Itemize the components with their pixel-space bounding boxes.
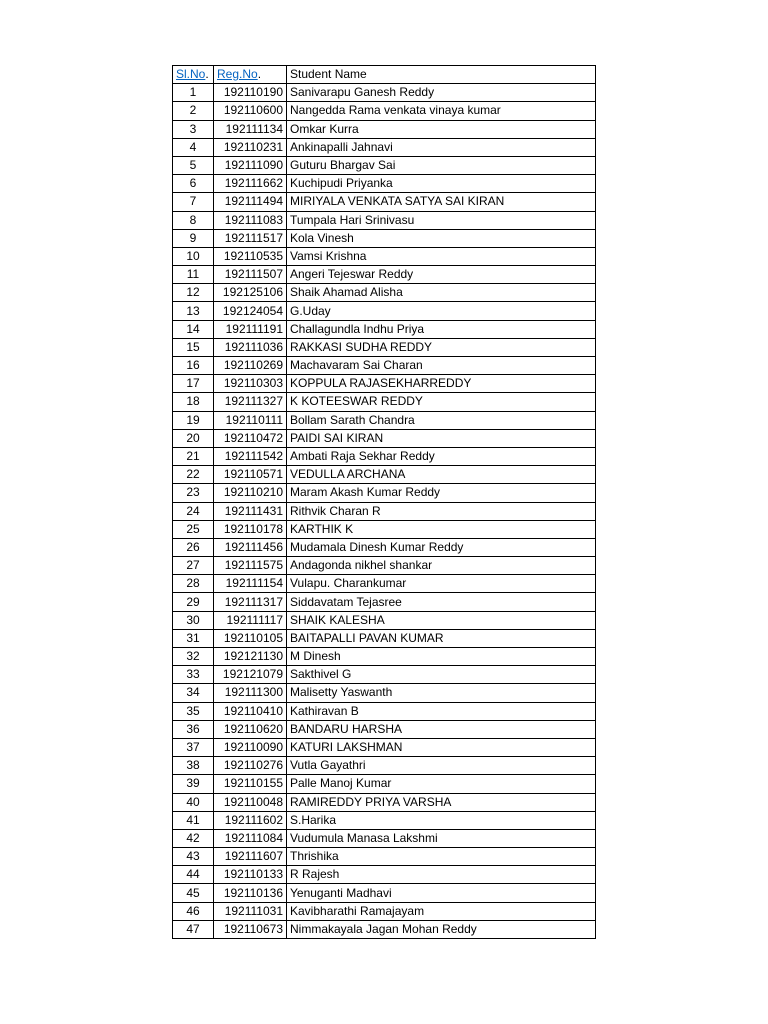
- reg-no-link[interactable]: Reg.No: [217, 67, 258, 82]
- reg-no-cell: 192111542: [214, 447, 287, 465]
- table-row: [173, 193, 596, 211]
- table-row: [173, 102, 596, 120]
- sl-no-cell: 27: [173, 557, 214, 575]
- reg-no-cell: 192110535: [214, 247, 287, 265]
- table-row: [173, 375, 596, 393]
- table-row: [173, 229, 596, 247]
- student-name-cell: Yenuganti Madhavi: [287, 884, 596, 902]
- reg-no-cell: 192124054: [214, 302, 287, 320]
- reg-no-cell: 192111191: [214, 320, 287, 338]
- student-name-cell: Andagonda nikhel shankar: [287, 557, 596, 575]
- sl-no-cell: 36: [173, 720, 214, 738]
- reg-no-cell: 192111117: [214, 611, 287, 629]
- student-name-cell: Kuchipudi Priyanka: [287, 175, 596, 193]
- reg-no-cell: 192110090: [214, 738, 287, 756]
- reg-no-cell: 192121130: [214, 648, 287, 666]
- sl-no-cell: 34: [173, 684, 214, 702]
- table-row: [173, 120, 596, 138]
- student-name-cell: Omkar Kurra: [287, 120, 596, 138]
- reg-no-cell: 192111317: [214, 593, 287, 611]
- sl-no-cell: 7: [173, 193, 214, 211]
- sl-no-cell: 37: [173, 738, 214, 756]
- sl-no-cell: 33: [173, 666, 214, 684]
- reg-no-suffix: .: [257, 67, 262, 82]
- sl-no-cell: 19: [173, 411, 214, 429]
- table-row: [173, 575, 596, 593]
- student-name-cell: Vudumula Manasa Lakshmi: [287, 829, 596, 847]
- student-name-cell: RAMIREDDY PRIYA VARSHA: [287, 793, 596, 811]
- student-name-cell: SHAIK KALESHA: [287, 611, 596, 629]
- student-name-cell: Rithvik Charan R: [287, 502, 596, 520]
- table-row: [173, 393, 596, 411]
- reg-no-cell: 192110673: [214, 920, 287, 938]
- reg-no-cell: 192111456: [214, 538, 287, 556]
- student-name-cell: Sakthivel G: [287, 666, 596, 684]
- sl-no-cell: 46: [173, 902, 214, 920]
- student-name-cell: R Rajesh: [287, 866, 596, 884]
- table-row: [173, 302, 596, 320]
- reg-no-cell: 192110136: [214, 884, 287, 902]
- student-name-cell: Siddavatam Tejasree: [287, 593, 596, 611]
- table-row: [173, 266, 596, 284]
- sl-no-header: [173, 66, 214, 84]
- reg-no-cell: 192111083: [214, 211, 287, 229]
- table-row: [173, 520, 596, 538]
- student-name-cell: Machavaram Sai Charan: [287, 357, 596, 375]
- sl-no-cell: 22: [173, 466, 214, 484]
- reg-no-cell: 192110210: [214, 484, 287, 502]
- table-row: [173, 429, 596, 447]
- student-name-cell: Palle Manoj Kumar: [287, 775, 596, 793]
- table-row: [173, 775, 596, 793]
- student-name-cell: Kathiravan B: [287, 702, 596, 720]
- student-name-cell: BANDARU HARSHA: [287, 720, 596, 738]
- reg-no-cell: 192110303: [214, 375, 287, 393]
- table-row: [173, 211, 596, 229]
- sl-no-cell: 32: [173, 648, 214, 666]
- reg-no-cell: 192111090: [214, 156, 287, 174]
- sl-no-cell: 4: [173, 138, 214, 156]
- table-row: [173, 175, 596, 193]
- sl-no-cell: 11: [173, 266, 214, 284]
- reg-no-cell: 192111084: [214, 829, 287, 847]
- reg-no-cell: 192110178: [214, 520, 287, 538]
- reg-no-cell: 192111662: [214, 175, 287, 193]
- sl-no-link[interactable]: Sl.No: [176, 67, 206, 82]
- student-name-cell: Malisetty Yaswanth: [287, 684, 596, 702]
- reg-no-cell: 192110231: [214, 138, 287, 156]
- table-row: [173, 411, 596, 429]
- table-row: [173, 320, 596, 338]
- table-row: [173, 484, 596, 502]
- reg-no-cell: 192111327: [214, 393, 287, 411]
- reg-no-cell: 192111431: [214, 502, 287, 520]
- reg-no-cell: 192111607: [214, 848, 287, 866]
- reg-no-cell: 192111602: [214, 811, 287, 829]
- student-name-cell: VEDULLA ARCHANA: [287, 466, 596, 484]
- table-row: [173, 720, 596, 738]
- student-name-cell: Vulapu. Charankumar: [287, 575, 596, 593]
- sl-no-cell: 16: [173, 357, 214, 375]
- sl-no-cell: 21: [173, 447, 214, 465]
- table-row: [173, 338, 596, 356]
- reg-no-cell: 192110571: [214, 466, 287, 484]
- sl-no-cell: 47: [173, 920, 214, 938]
- sl-no-cell: 17: [173, 375, 214, 393]
- table-row: [173, 648, 596, 666]
- reg-no-cell: 192110472: [214, 429, 287, 447]
- student-name-cell: Nangedda Rama venkata vinaya kumar: [287, 102, 596, 120]
- student-name-cell: G.Uday: [287, 302, 596, 320]
- reg-no-cell: 192110155: [214, 775, 287, 793]
- student-name-cell: Shaik Ahamad Alisha: [287, 284, 596, 302]
- reg-no-cell: 192111300: [214, 684, 287, 702]
- table-row: [173, 466, 596, 484]
- sl-no-cell: 45: [173, 884, 214, 902]
- student-name-cell: Ankinapalli Jahnavi: [287, 138, 596, 156]
- student-name-cell: Bollam Sarath Chandra: [287, 411, 596, 429]
- sl-no-cell: 41: [173, 811, 214, 829]
- sl-no-cell: 29: [173, 593, 214, 611]
- reg-no-cell: 192111154: [214, 575, 287, 593]
- sl-no-cell: 10: [173, 247, 214, 265]
- sl-no-cell: 14: [173, 320, 214, 338]
- table-row: [173, 629, 596, 647]
- sl-no-cell: 2: [173, 102, 214, 120]
- reg-no-cell: 192110410: [214, 702, 287, 720]
- student-name-cell: S.Harika: [287, 811, 596, 829]
- table-row: [173, 902, 596, 920]
- reg-no-cell: 192111517: [214, 229, 287, 247]
- table-row: [173, 247, 596, 265]
- sl-no-cell: 38: [173, 757, 214, 775]
- table-row: [173, 811, 596, 829]
- sl-no-cell: 3: [173, 120, 214, 138]
- sl-no-cell: 9: [173, 229, 214, 247]
- table-row: [173, 793, 596, 811]
- sl-no-cell: 44: [173, 866, 214, 884]
- student-name-cell: Kavibharathi Ramajayam: [287, 902, 596, 920]
- reg-no-cell: 192110269: [214, 357, 287, 375]
- student-name-cell: Vamsi Krishna: [287, 247, 596, 265]
- reg-no-cell: 192110111: [214, 411, 287, 429]
- sl-no-cell: 12: [173, 284, 214, 302]
- sl-no-cell: 5: [173, 156, 214, 174]
- table-row: [173, 702, 596, 720]
- reg-no-cell: 192111575: [214, 557, 287, 575]
- student-name-cell: Tumpala Hari Srinivasu: [287, 211, 596, 229]
- table-body: [173, 84, 596, 939]
- sl-no-cell: 24: [173, 502, 214, 520]
- reg-no-cell: 192110276: [214, 757, 287, 775]
- student-name-cell: Mudamala Dinesh Kumar Reddy: [287, 538, 596, 556]
- student-name-cell: Nimmakayala Jagan Mohan Reddy: [287, 920, 596, 938]
- sl-no-cell: 30: [173, 611, 214, 629]
- student-name-cell: Ambati Raja Sekhar Reddy: [287, 447, 596, 465]
- sl-no-cell: 20: [173, 429, 214, 447]
- sl-no-cell: 35: [173, 702, 214, 720]
- sl-no-cell: 1: [173, 84, 214, 102]
- student-name-cell: MIRIYALA VENKATA SATYA SAI KIRAN: [287, 193, 596, 211]
- student-name-cell: PAIDI SAI KIRAN: [287, 429, 596, 447]
- sl-no-cell: 8: [173, 211, 214, 229]
- sl-no-cell: 6: [173, 175, 214, 193]
- reg-no-cell: 192111507: [214, 266, 287, 284]
- sl-no-cell: 26: [173, 538, 214, 556]
- sl-no-cell: 18: [173, 393, 214, 411]
- student-name-cell: BAITAPALLI PAVAN KUMAR: [287, 629, 596, 647]
- student-name-cell: Kola Vinesh: [287, 229, 596, 247]
- reg-no-cell: 192125106: [214, 284, 287, 302]
- student-name-cell: M Dinesh: [287, 648, 596, 666]
- reg-no-cell: 192110048: [214, 793, 287, 811]
- student-name-cell: Thrishika: [287, 848, 596, 866]
- table-row: [173, 284, 596, 302]
- student-name-cell: Angeri Tejeswar Reddy: [287, 266, 596, 284]
- table-row: [173, 557, 596, 575]
- sl-no-cell: 39: [173, 775, 214, 793]
- reg-no-cell: 192110620: [214, 720, 287, 738]
- student-name-cell: RAKKASI SUDHA REDDY: [287, 338, 596, 356]
- table-row: [173, 920, 596, 938]
- table-header-row: [173, 66, 596, 84]
- sl-no-cell: 25: [173, 520, 214, 538]
- student-name-cell: KOPPULA RAJASEKHARREDDY: [287, 375, 596, 393]
- sl-no-cell: 15: [173, 338, 214, 356]
- table-row: [173, 502, 596, 520]
- reg-no-cell: 192110190: [214, 84, 287, 102]
- table-row: [173, 611, 596, 629]
- sl-no-cell: 40: [173, 793, 214, 811]
- reg-no-cell: 192111134: [214, 120, 287, 138]
- student-name-cell: Vutla Gayathri: [287, 757, 596, 775]
- sl-no-cell: 28: [173, 575, 214, 593]
- student-name-cell: K KOTEESWAR REDDY: [287, 393, 596, 411]
- student-name-cell: Sanivarapu Ganesh Reddy: [287, 84, 596, 102]
- table-row: [173, 447, 596, 465]
- sl-no-cell: 23: [173, 484, 214, 502]
- reg-no-cell: 192110105: [214, 629, 287, 647]
- table-row: [173, 138, 596, 156]
- table-row: [173, 884, 596, 902]
- table-row: [173, 757, 596, 775]
- student-name-cell: KATURI LAKSHMAN: [287, 738, 596, 756]
- table-row: [173, 538, 596, 556]
- table-row: [173, 84, 596, 102]
- sl-no-cell: 42: [173, 829, 214, 847]
- reg-no-cell: 192110133: [214, 866, 287, 884]
- table-row: [173, 357, 596, 375]
- table-row: [173, 829, 596, 847]
- reg-no-cell: 192111036: [214, 338, 287, 356]
- reg-no-header: [214, 66, 287, 84]
- table-row: [173, 866, 596, 884]
- reg-no-cell: 192121079: [214, 666, 287, 684]
- student-name-cell: Challagundla Indhu Priya: [287, 320, 596, 338]
- sl-no-suffix: .: [205, 67, 209, 82]
- table-row: [173, 848, 596, 866]
- student-name-cell: Guturu Bhargav Sai: [287, 156, 596, 174]
- sl-no-cell: 43: [173, 848, 214, 866]
- student-name-cell: KARTHIK K: [287, 520, 596, 538]
- reg-no-cell: 192110600: [214, 102, 287, 120]
- table-row: [173, 738, 596, 756]
- reg-no-cell: 192111494: [214, 193, 287, 211]
- table-row: [173, 593, 596, 611]
- student-name-header: Student Name: [287, 66, 596, 84]
- table-row: [173, 684, 596, 702]
- student-name-cell: Maram Akash Kumar Reddy: [287, 484, 596, 502]
- sl-no-cell: 31: [173, 629, 214, 647]
- reg-no-cell: 192111031: [214, 902, 287, 920]
- student-roster-table: [172, 65, 596, 939]
- table-row: [173, 156, 596, 174]
- table-row: [173, 666, 596, 684]
- sl-no-cell: 13: [173, 302, 214, 320]
